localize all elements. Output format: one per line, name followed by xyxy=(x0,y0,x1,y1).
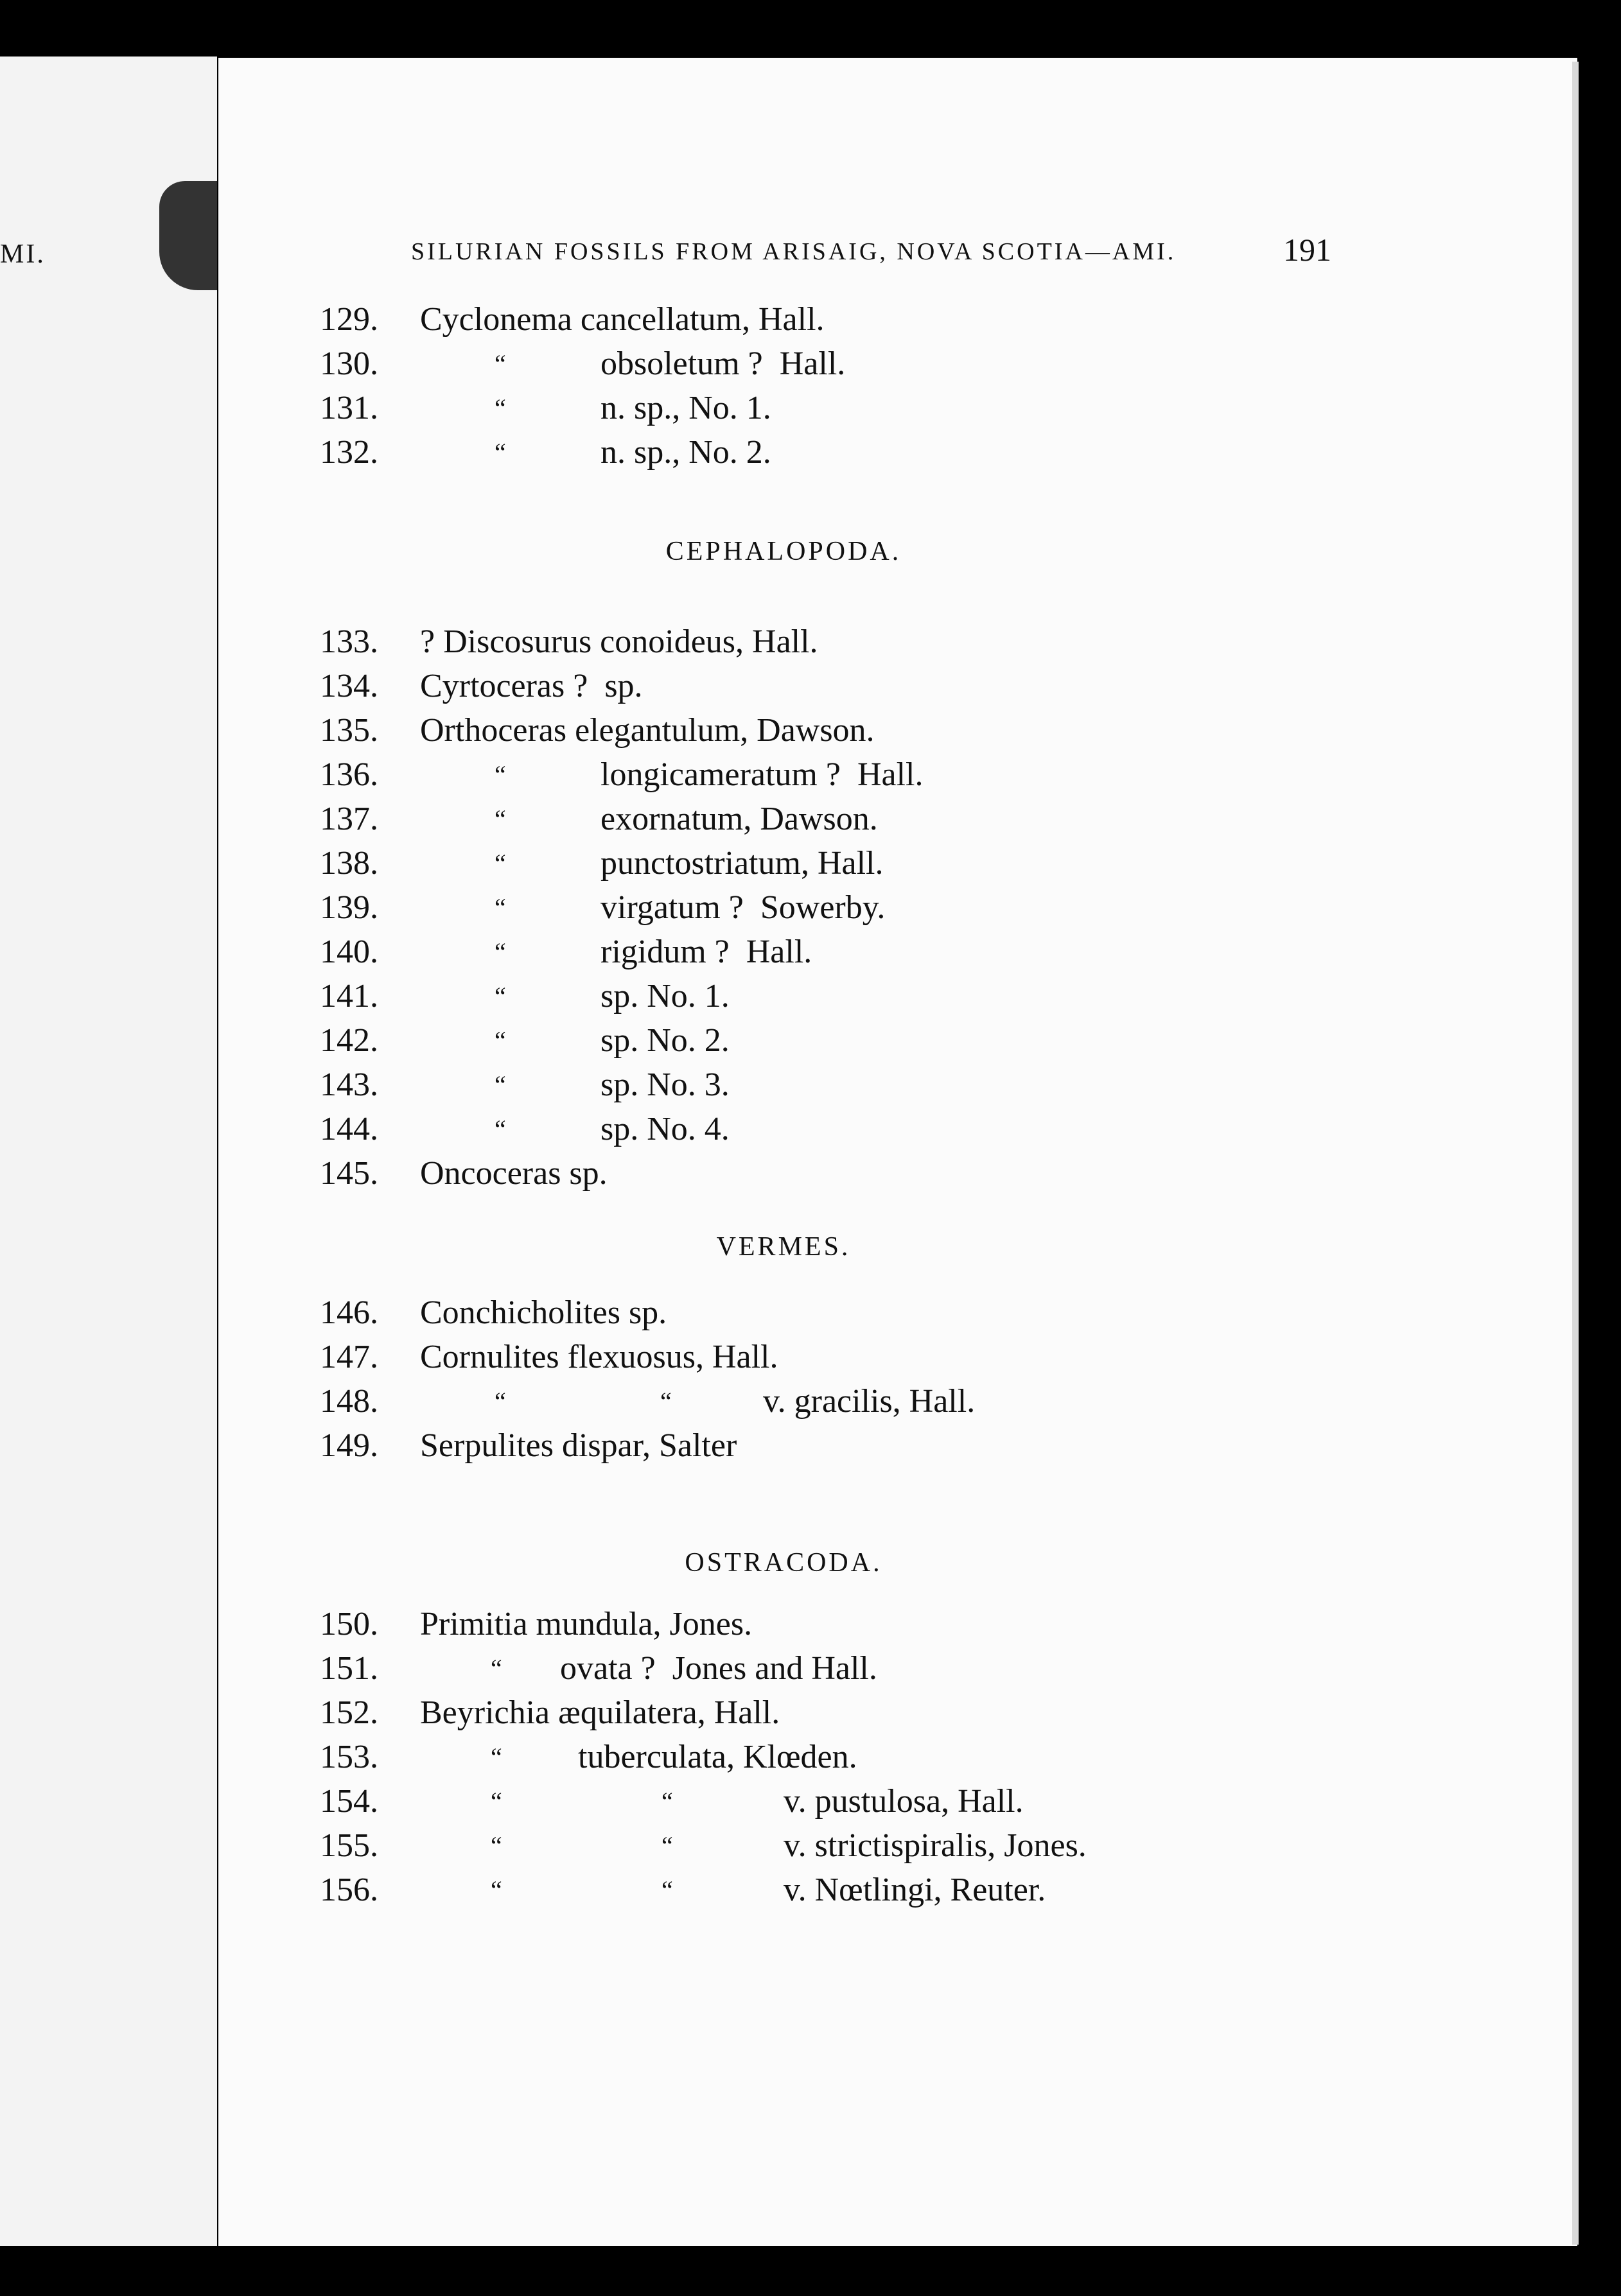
entry-number: 154. xyxy=(320,1783,378,1820)
entry-number: 153. xyxy=(320,1739,378,1775)
ditto-mark: “ xyxy=(495,937,506,966)
ditto-mark: “ xyxy=(495,438,506,467)
fossil-name: punctostriatum, Hall. xyxy=(600,845,884,882)
entry-number: 129. xyxy=(320,301,378,338)
fossil-name: v. pustulosa, Hall. xyxy=(784,1783,1024,1820)
entry-number: 152. xyxy=(320,1694,378,1731)
entry-number: 139. xyxy=(320,889,378,926)
page-number: 191 xyxy=(1283,232,1331,268)
ditto-mark: “ xyxy=(495,1070,506,1099)
ditto-mark: “ xyxy=(495,849,506,878)
section-heading: CEPHALOPODA. xyxy=(665,537,902,566)
fossil-name: tuberculata, Klœden. xyxy=(578,1739,857,1775)
fossil-name: Serpulites dispar, Salter xyxy=(420,1427,737,1464)
entry-number: 133. xyxy=(320,623,378,660)
ditto-mark: “ xyxy=(495,804,506,833)
entry-number: 142. xyxy=(320,1022,378,1059)
ditto-mark: “ xyxy=(662,1787,673,1816)
entry-number: 149. xyxy=(320,1427,378,1464)
fossil-name: Cyclonema cancellatum, Hall. xyxy=(420,301,825,338)
entry-number: 132. xyxy=(320,434,378,471)
page xyxy=(218,58,1577,2246)
ditto-mark: “ xyxy=(491,1787,502,1816)
entry-number: 137. xyxy=(320,801,378,837)
fossil-name: Oncoceras sp. xyxy=(420,1155,608,1192)
entry-number: 134. xyxy=(320,668,378,704)
entry-number: 151. xyxy=(320,1650,378,1687)
fossil-name: rigidum ? Hall. xyxy=(600,934,812,970)
fossil-name: n. sp., No. 1. xyxy=(600,390,771,426)
fossil-name: v. Nœtlingi, Reuter. xyxy=(784,1872,1046,1908)
ditto-mark: “ xyxy=(495,1026,506,1055)
fossil-name: obsoletum ? Hall. xyxy=(600,345,846,382)
fossil-name: longicameratum ? Hall. xyxy=(600,756,924,793)
entry-number: 147. xyxy=(320,1339,378,1375)
previous-page-header: MI. xyxy=(0,239,46,269)
fossil-name: ovata ? Jones and Hall. xyxy=(560,1650,877,1687)
entry-number: 130. xyxy=(320,345,378,382)
entry-number: 141. xyxy=(320,978,378,1014)
fossil-name: sp. No. 2. xyxy=(600,1022,730,1059)
entry-number: 145. xyxy=(320,1155,378,1192)
entry-number: 136. xyxy=(320,756,378,793)
fossil-name: Orthoceras elegantulum, Dawson. xyxy=(420,712,875,749)
page-binding-shadow xyxy=(159,181,217,290)
fossil-name: ? Discosurus conoideus, Hall. xyxy=(420,623,818,660)
fossil-name: n. sp., No. 2. xyxy=(600,434,771,471)
entry-number: 156. xyxy=(320,1872,378,1908)
fossil-name: sp. No. 1. xyxy=(600,978,730,1014)
entry-number: 155. xyxy=(320,1827,378,1864)
fossil-name: virgatum ? Sowerby. xyxy=(600,889,886,926)
entry-number: 146. xyxy=(320,1294,378,1331)
ditto-mark: “ xyxy=(491,1654,502,1683)
fossil-name: sp. No. 4. xyxy=(600,1111,730,1147)
page-right-edge xyxy=(1572,62,1579,2245)
ditto-mark: “ xyxy=(491,1831,502,1860)
entry-number: 140. xyxy=(320,934,378,970)
section-heading: VERMES. xyxy=(716,1232,851,1262)
previous-page-edge xyxy=(0,57,217,2246)
entry-number: 150. xyxy=(320,1606,378,1642)
ditto-mark: “ xyxy=(495,982,506,1011)
fossil-name: Cyrtoceras ? sp. xyxy=(420,668,643,704)
fossil-name: Conchicholites sp. xyxy=(420,1294,667,1331)
ditto-mark: “ xyxy=(660,1387,672,1416)
running-header: SILURIAN FOSSILS FROM ARISAIG, NOVA SCOTIA—AMI. xyxy=(411,238,1177,265)
section-heading: OSTRACODA. xyxy=(685,1548,882,1578)
fossil-name: Beyrichia æquilatera, Hall. xyxy=(420,1694,780,1731)
fossil-name: Cornulites flexuosus, Hall. xyxy=(420,1339,778,1375)
ditto-mark: “ xyxy=(662,1875,673,1904)
ditto-mark: “ xyxy=(662,1831,673,1860)
fossil-name: Primitia mundula, Jones. xyxy=(420,1606,753,1642)
ditto-mark: “ xyxy=(495,394,506,422)
fossil-name: sp. No. 3. xyxy=(600,1066,730,1103)
fossil-name: v. strictispiralis, Jones. xyxy=(784,1827,1087,1864)
entry-number: 131. xyxy=(320,390,378,426)
entry-number: 135. xyxy=(320,712,378,749)
ditto-mark: “ xyxy=(495,1387,506,1416)
fossil-name: v. gracilis, Hall. xyxy=(763,1383,976,1420)
entry-number: 148. xyxy=(320,1383,378,1420)
entry-number: 143. xyxy=(320,1066,378,1103)
ditto-mark: “ xyxy=(491,1743,502,1771)
ditto-mark: “ xyxy=(495,760,506,789)
entry-number: 138. xyxy=(320,845,378,882)
entry-number: 144. xyxy=(320,1111,378,1147)
ditto-mark: “ xyxy=(495,349,506,378)
ditto-mark: “ xyxy=(495,1115,506,1144)
ditto-mark: “ xyxy=(495,893,506,922)
ditto-mark: “ xyxy=(491,1875,502,1904)
fossil-name: exornatum, Dawson. xyxy=(600,801,878,837)
